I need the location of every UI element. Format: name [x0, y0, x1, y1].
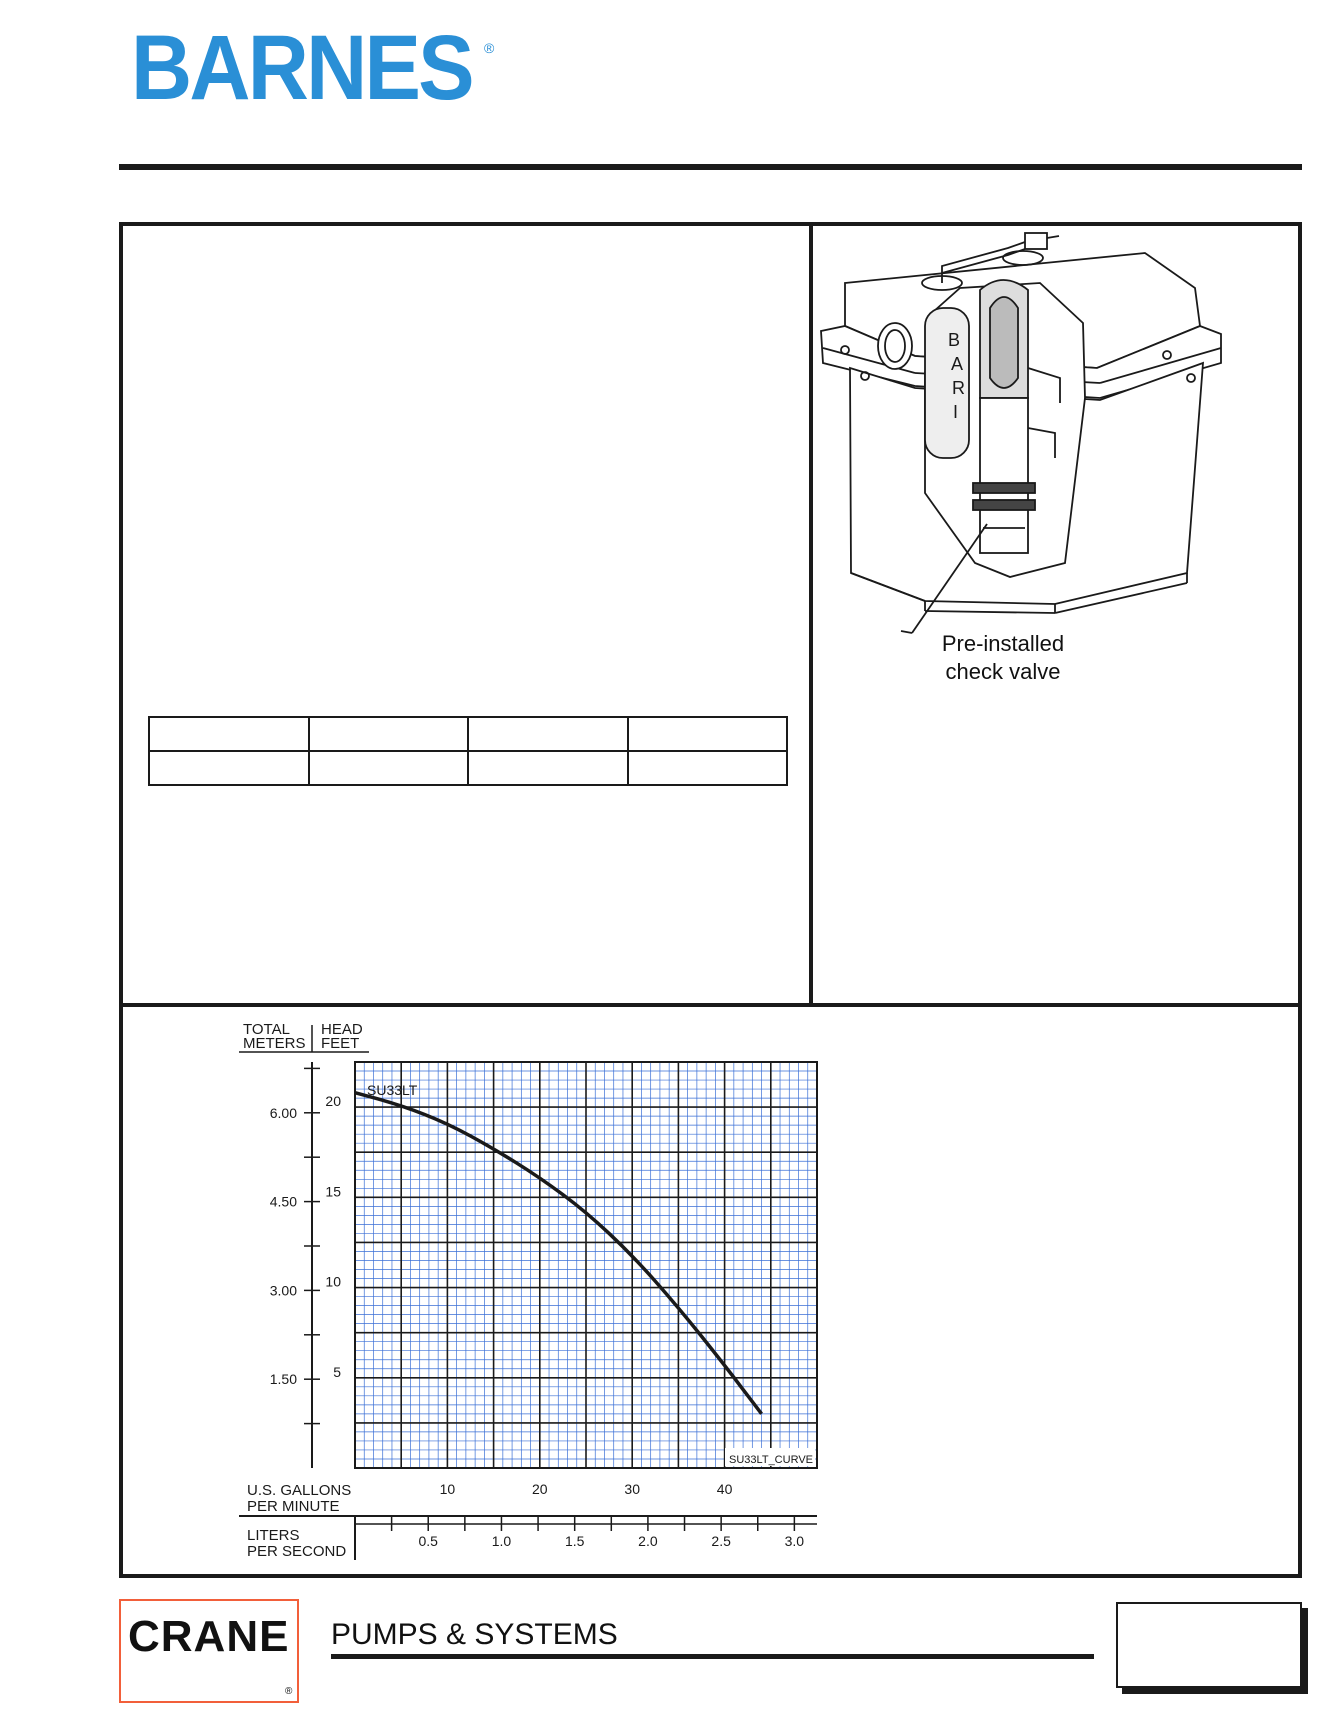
- lps-tick-label: 1.5: [564, 1533, 585, 1549]
- header-rule: [119, 164, 1302, 170]
- tagline: PUMPS & SYSTEMS: [331, 1618, 618, 1651]
- lps-tick-label: 0.5: [418, 1533, 438, 1549]
- lps-tick-label: 1.0: [491, 1533, 512, 1549]
- y-axis-label-meters: METERS: [243, 1035, 306, 1052]
- feet-tick-label: 15: [325, 1183, 341, 1200]
- meters-tick-label: 6.00: [269, 1104, 297, 1121]
- lps-tick-label: 2.5: [711, 1533, 731, 1549]
- x-axis-label-gpm: U.S. GALLONS: [247, 1482, 352, 1499]
- x-axis-label-gpm: PER MINUTE: [247, 1498, 340, 1515]
- table-row: [149, 751, 787, 785]
- pump-letter-b: B: [948, 330, 961, 350]
- y-axis-label-feet: FEET: [321, 1035, 360, 1052]
- pump-letter-i: I: [953, 402, 959, 422]
- meters-tick-label: 1.50: [269, 1371, 297, 1388]
- x-axis-label-lps: LITERS: [247, 1527, 300, 1544]
- gpm-tick-label: 20: [532, 1481, 548, 1497]
- check-valve-callout: Pre-installed check valve: [941, 631, 1065, 684]
- brand-registered-mark: ®: [484, 40, 495, 56]
- brand-logo: BARNES: [131, 17, 472, 119]
- feet-tick-label: 5: [333, 1363, 341, 1380]
- gpm-tick-label: 30: [624, 1481, 640, 1497]
- lps-tick-label: 2.0: [638, 1533, 658, 1549]
- crane-registered-mark: ®: [285, 1686, 293, 1697]
- corner-label: SU33LT_CURVE: [729, 1454, 813, 1466]
- table-row: [149, 717, 787, 751]
- feet-tick-label: 10: [325, 1273, 341, 1290]
- basin-illustration: [815, 228, 1295, 698]
- curve-label: SU33LT: [367, 1082, 418, 1098]
- x-axis-label-lps: PER SECOND: [247, 1543, 347, 1560]
- y-axis-label-feet: HEAD: [321, 1021, 363, 1038]
- page-number-box: [1116, 1602, 1302, 1688]
- gpm-tick-label: 10: [439, 1481, 456, 1497]
- meters-tick-label: 3.00: [269, 1282, 297, 1299]
- footer-rule: [331, 1654, 1094, 1659]
- gpm-tick-label: 40: [716, 1481, 733, 1497]
- pump-letter-a: A: [951, 354, 964, 374]
- lps-tick-label: 3.0: [784, 1533, 805, 1549]
- description-panel: [119, 222, 813, 1007]
- y-axis-label-meters: TOTAL: [243, 1021, 290, 1038]
- spec-table: [148, 716, 788, 786]
- meters-tick-label: 4.50: [269, 1193, 297, 1210]
- crane-logo: CRANE: [128, 1612, 290, 1661]
- pump-curve-chart: [119, 1010, 839, 1570]
- feet-tick-label: 20: [325, 1093, 341, 1110]
- pump-letter-r: R: [952, 378, 965, 398]
